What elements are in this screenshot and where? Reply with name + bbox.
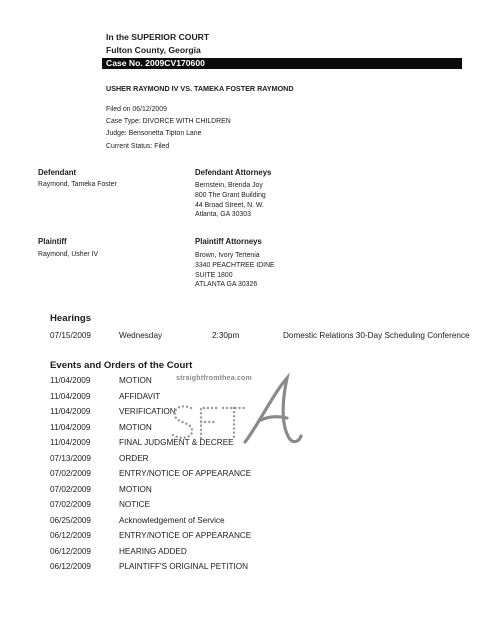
address-line: 44 Broad Street, N. W. (195, 201, 264, 209)
event-description: PLAINTIFF'S ORIGINAL PETITION (119, 562, 249, 571)
defendant-attorney-address (195, 181, 266, 220)
event-description: Acknowledgement of Service (119, 515, 225, 525)
event-date: 07/02/2009 (50, 484, 91, 494)
address-line: Brown, Ivory Tertenia (195, 252, 260, 259)
event-date: 06/12/2009 (50, 531, 91, 540)
defendant-name: Raymond, Tameka Foster (38, 181, 117, 188)
event-description: MOTION (119, 484, 152, 494)
case-number: Case No. 2009CV170600 (106, 58, 205, 68)
event-description: NOTICE (119, 500, 150, 509)
address-line: 800 The Grant Building (195, 191, 266, 199)
event-description: ORDER (119, 453, 149, 463)
event-date: 11/04/2009 (50, 376, 91, 385)
event-date: 07/02/2009 (50, 500, 91, 509)
hearing-time: 2:30pm (212, 331, 240, 340)
watermark-logo (165, 372, 305, 452)
plaintiff-attorneys-heading: Plaintiff Attorneys (195, 237, 262, 246)
plaintiff-name: Raymond, Usher IV (38, 251, 99, 258)
address-line: Bernstein, Brenda Joy (195, 182, 263, 189)
event-date: 06/25/2009 (50, 515, 91, 525)
judge: Judge: Bensonetta Tipton Lane (106, 130, 202, 137)
event-date: 11/04/2009 (50, 422, 91, 432)
hearing-day: Wednesday (119, 331, 163, 340)
court-name: In the SUPERIOR COURT (106, 32, 210, 42)
event-date: 11/04/2009 (50, 438, 91, 447)
plaintiff-attorney-address (195, 251, 275, 290)
address-line: 3340 PEACHTREE IDINE (195, 261, 275, 269)
event-description: ENTRY/NOTICE OF APPEARANCE (119, 469, 252, 478)
event-date: 11/04/2009 (50, 391, 91, 401)
event-date: 06/12/2009 (50, 562, 91, 571)
plaintiff-heading: Plaintiff (38, 237, 67, 246)
hearings-heading: Hearings (50, 313, 92, 324)
case-number-bar (102, 58, 462, 69)
case-type: Case Type: DIVORCE WITH CHILDREN (106, 118, 231, 125)
events-heading: Events and Orders of the Court (50, 360, 193, 371)
hearing-date: 07/15/2009 (50, 331, 91, 340)
watermark-site-text: straightfromthea.com (176, 375, 252, 382)
filed-date: Filed on 06/12/2009 (106, 106, 167, 113)
event-description: ENTRY/NOTICE OF APPEARANCE (119, 531, 252, 540)
event-date: 06/12/2009 (50, 546, 91, 556)
current-status: Current Status: Filed (106, 143, 170, 150)
event-date: 07/02/2009 (50, 469, 91, 478)
event-description: VERIFICATION (119, 407, 176, 416)
event-date: 11/04/2009 (50, 407, 91, 416)
address-line: Atlanta, GA 30303 (195, 211, 251, 219)
watermark-letter-t (223, 408, 245, 438)
watermark-letter-a (245, 378, 301, 442)
event-description: FINAL JUDGMENT & DECREE (119, 438, 234, 447)
event-description: AFFIDAVIT (119, 391, 161, 401)
court-county: Fulton County, Georgia (106, 45, 201, 55)
event-description: HEARING ADDED (119, 546, 187, 556)
watermark-letter-f (201, 408, 219, 438)
address-line: ATLANTA GA 30326 (195, 281, 258, 289)
event-description: MOTION (119, 422, 152, 432)
event-date: 07/13/2009 (50, 453, 91, 463)
defendant-heading: Defendant (38, 168, 77, 177)
hearing-description: Domestic Relations 30-Day Scheduling Conference (283, 331, 470, 340)
watermark-letter-s (173, 406, 192, 437)
address-line: SUITE 1800 (195, 271, 233, 279)
event-description: MOTION (119, 376, 152, 385)
defendant-attorneys-heading: Defendant Attorneys (195, 168, 272, 177)
case-title: USHER RAYMOND IV VS. TAMEKA FOSTER RAYMOND (106, 84, 294, 93)
